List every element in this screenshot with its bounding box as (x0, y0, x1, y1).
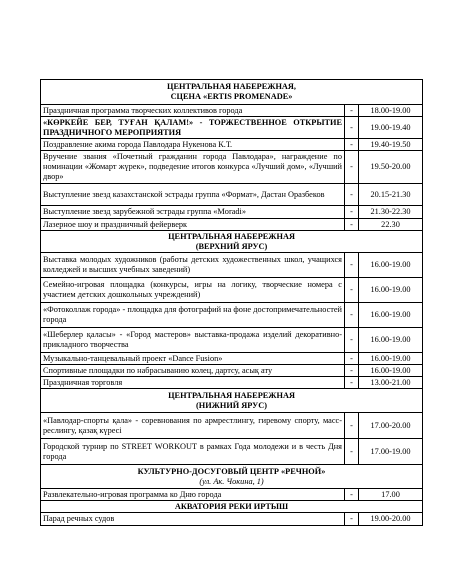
table-row (41, 151, 423, 184)
event-cell: Парад речных судов (41, 513, 345, 526)
table-row (41, 439, 423, 465)
section-header-row (41, 80, 423, 105)
table-row (41, 253, 423, 278)
table-row (41, 513, 423, 526)
section-title-line: (ВЕРХНИЙ ЯРУС) (195, 241, 268, 251)
section-title (41, 465, 423, 489)
table-row (41, 489, 423, 501)
event-cell: Семейно-игровая площадка (конкурсы, игры на логику, творческие номера с участием детских дошкольных учреждений) (41, 278, 345, 303)
table-row (41, 328, 423, 353)
event-cell: Праздничная программа творческих коллективов города (41, 105, 345, 117)
table-row (41, 377, 423, 389)
section-title (41, 501, 423, 513)
time-cell: 22.30 (359, 219, 423, 231)
dash-cell: - (345, 184, 359, 206)
event-cell: Выставка молодых художников (работы детских художественных школ, учащихся колледжей и высших учебных заведений) (41, 253, 345, 278)
section-title-line: ЦЕНТРАЛЬНАЯ НАБЕРЕЖНАЯ, (167, 82, 296, 91)
time-cell: 16.00-19.00 (359, 328, 423, 353)
table-row (41, 365, 423, 377)
table-row (41, 278, 423, 303)
table-row (41, 413, 423, 439)
event-cell: Выступление звезд зарубежной эстрады группа «Moradi» (41, 206, 345, 219)
event-cell: Развлекательно-игровая программа ко Дню города (41, 489, 345, 501)
dash-cell: - (345, 219, 359, 231)
event-cell: Спортивные площадки по набрасыванию колец, дартсу, асық ату (41, 365, 345, 377)
table-row (41, 105, 423, 117)
time-cell: 13.00-21.00 (359, 377, 423, 389)
dash-cell: - (345, 253, 359, 278)
time-cell: 20.15-21.30 (359, 184, 423, 206)
event-cell: Выступление звезд казахстанской эстрады группа «Формат», Дастан Оразбеков (41, 184, 345, 206)
section-title (41, 231, 423, 253)
dash-cell: - (345, 206, 359, 219)
event-cell: Лазерное шоу и праздничный фейерверк (41, 219, 345, 231)
time-cell: 17.00 (359, 489, 423, 501)
event-cell: Поздравление акима города Павлодара Нукенова К.Т. (41, 139, 345, 151)
dash-cell: - (345, 303, 359, 328)
dash-cell: - (345, 513, 359, 526)
table-row (41, 353, 423, 365)
dash-cell: - (345, 353, 359, 365)
time-cell: 16.00-19.00 (359, 353, 423, 365)
event-cell: «КӨРКЕЙЕ БЕР, ТУҒАН ҚАЛАМ!» - ТОРЖЕСТВЕННОЕ ОТКРЫТИЕ ПРАЗДНИЧНОГО МЕРОПРИЯТИЯ (41, 117, 345, 139)
event-cell: Музыкально-танцевальный проект «Dance Fusion» (41, 353, 345, 365)
section-header-row (41, 231, 423, 253)
section-header-row (41, 389, 423, 413)
time-cell: 19.00-20.00 (359, 513, 423, 526)
table-row (41, 303, 423, 328)
table-row (41, 184, 423, 206)
event-cell: Городской турнир по STREET WORKOUT в рамках Года молодежи и в честь Дня города (41, 439, 345, 465)
time-cell: 19.40-19.50 (359, 139, 423, 151)
table-row (41, 219, 423, 231)
time-cell: 16.00-19.00 (359, 365, 423, 377)
dash-cell: - (345, 377, 359, 389)
time-cell: 16.00-19.00 (359, 253, 423, 278)
time-cell: 21.30-22.30 (359, 206, 423, 219)
section-address: (ул. Ак. Чокина, 1) (199, 476, 264, 486)
section-title-line: АКВАТОРИЯ РЕКИ ИРТЫШ (174, 501, 289, 511)
time-cell: 16.00-19.00 (359, 278, 423, 303)
section-header-row (41, 501, 423, 513)
dash-cell: - (345, 413, 359, 439)
event-cell: «Павлодар-спорты қала» - соревнования по армрестлингу, гиревому спорту, масс-реслингу, қазақ күресі (41, 413, 345, 439)
section-title (41, 389, 423, 413)
time-cell: 17.00-19.00 (359, 439, 423, 465)
dash-cell: - (345, 117, 359, 139)
dash-cell: - (345, 489, 359, 501)
section-title-line: (НИЖНИЙ ЯРУС) (196, 400, 268, 410)
time-cell: 16.00-19.00 (359, 303, 423, 328)
dash-cell: - (345, 328, 359, 353)
event-cell: «Фотоколлаж города» - площадка для фотографий на фоне достопримечательностей города (41, 303, 345, 328)
table-row (41, 117, 423, 139)
time-cell: 17.00-20.00 (359, 413, 423, 439)
dash-cell: - (345, 105, 359, 117)
dash-cell: - (345, 278, 359, 303)
time-cell: 19.50-20.00 (359, 151, 423, 184)
section-title-line: СЦЕНА «ERTIS PROMENADE» (170, 92, 293, 101)
section-title-line: ЦЕНТРАЛЬНАЯ НАБЕРЕЖНАЯ (168, 231, 295, 241)
table-row (41, 206, 423, 219)
dash-cell: - (345, 439, 359, 465)
time-cell: 19.00-19.40 (359, 117, 423, 139)
section-title-line: КУЛЬТУРНО-ДОСУГОВЫЙ ЦЕНТР «РЕЧНОЙ» (137, 466, 326, 476)
schedule-table (40, 79, 423, 526)
section-title-line: ЦЕНТРАЛЬНАЯ НАБЕРЕЖНАЯ (168, 390, 295, 400)
event-cell: Праздничная торговля (41, 377, 345, 389)
section-title (41, 80, 423, 105)
event-cell: «Шеберлер қаласы» - «Город мастеров» выставка-продажа изделий декоративно-прикладного творчества (41, 328, 345, 353)
schedule-body (41, 80, 423, 526)
time-cell: 18.00-19.00 (359, 105, 423, 117)
dash-cell: - (345, 139, 359, 151)
dash-cell: - (345, 365, 359, 377)
section-header-row (41, 465, 423, 489)
dash-cell: - (345, 151, 359, 184)
table-row (41, 139, 423, 151)
event-cell: Вручение звания «Почетный гражданин города Павлодара», награждение по номинации «Жомарт жүрек», подведение итогов конкурса «Лучший дом», «Лучший двор» (41, 151, 345, 184)
